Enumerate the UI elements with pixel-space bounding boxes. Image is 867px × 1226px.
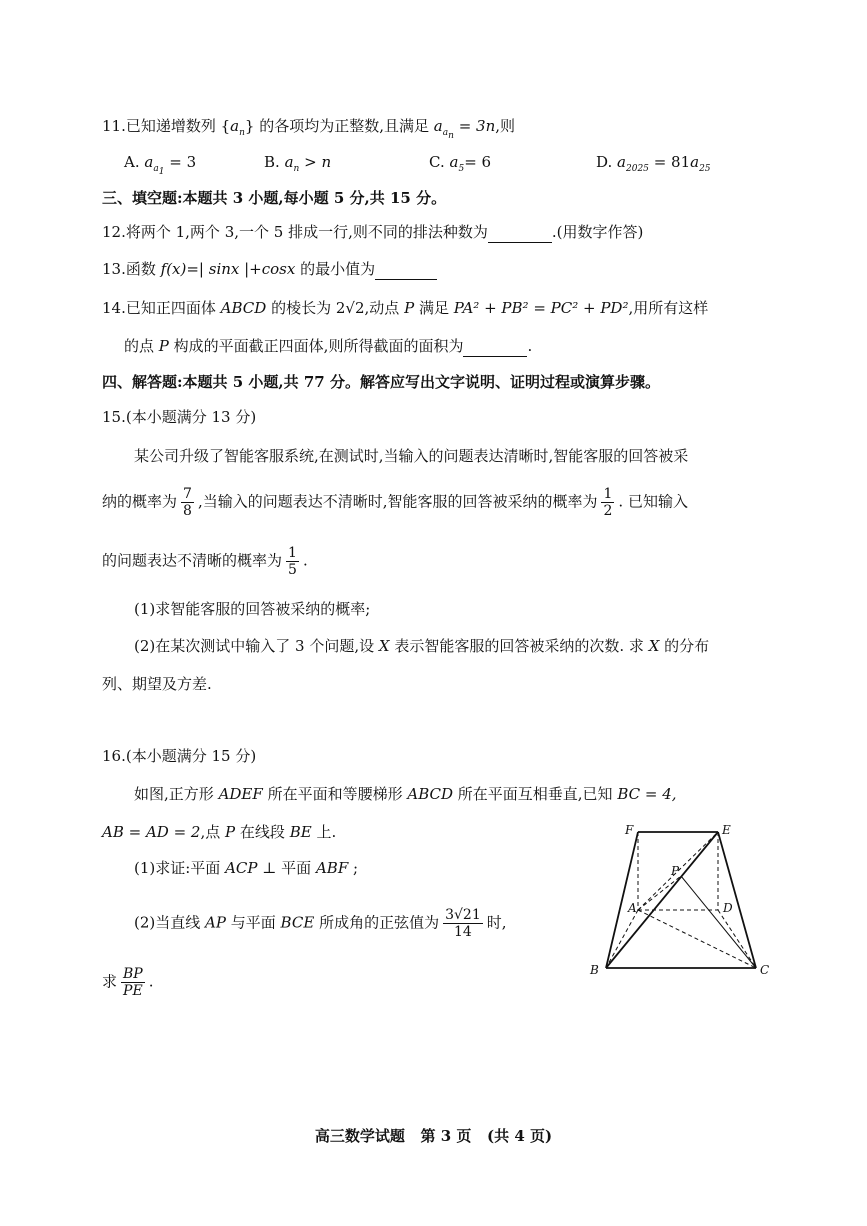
fraction-bp-pe [121, 966, 145, 999]
frac-den: PE [123, 983, 143, 999]
option-d-tail: $a_{25}$ [690, 153, 711, 174]
option-a-val: = 3 [169, 153, 197, 171]
fraction-1-5 [286, 545, 299, 578]
q14-cond: PA² + PB² = PC² + PD² [453, 299, 629, 317]
frac-num: 1 [288, 545, 297, 561]
frac-den: 14 [453, 924, 472, 940]
fraction-1-2 [601, 486, 614, 519]
q15-p3 [102, 545, 308, 578]
q15-s1: (1)求智能客服的回答被采纳的概率; [134, 600, 371, 618]
q16-p1 [134, 784, 677, 804]
q14-line1 [102, 298, 708, 318]
edge-ac [638, 910, 756, 968]
q12-blank [488, 222, 552, 243]
frac-den: 2 [603, 503, 613, 519]
label-b: B [590, 963, 599, 977]
q16-s1 [134, 858, 358, 878]
q12-stem: 12.将两个 1,两个 3,一个 5 排成一行,则不同的排法种数为 [102, 223, 488, 241]
q16-p2 [102, 822, 336, 842]
q13-stem-b: 的最小值为 [300, 260, 376, 278]
option-a-expr: $a_{a_1}$ [144, 153, 165, 177]
q14-text-c: ,动点 [364, 299, 400, 317]
q14-text-f: 的点 [124, 337, 155, 355]
q11-text-b: } 的各项均为正整数,且满足 [244, 117, 430, 135]
q14-line2 [124, 336, 532, 357]
q16-s2 [134, 907, 507, 940]
q16-s3 [102, 966, 154, 999]
q14-tail: . [527, 337, 533, 355]
q15-p2-b: ,当输入的问题表达不清晰时,智能客服的回答被采纳的概率为 [197, 492, 598, 511]
q11-text-c: ,则 [495, 117, 516, 135]
q14-text-g: 构成的平面截正四面体,则所得截面的面积为 [173, 337, 464, 355]
q16-s1-c: ; [353, 859, 359, 877]
q11-stem [102, 116, 515, 146]
label-d: D [723, 901, 733, 915]
plane-bce: BCE [280, 913, 315, 932]
option-b [264, 152, 331, 179]
label-p: P [671, 864, 680, 878]
point-p: P [225, 823, 236, 841]
var-x: X [378, 637, 390, 655]
geometry-figure [588, 818, 778, 986]
q12 [102, 222, 643, 243]
q14-text-e: ,用所有这样 [628, 299, 709, 317]
edge-ec [718, 832, 756, 968]
q11-text: 11.已知递增数列 { [102, 117, 231, 135]
q15-p3-b: . [302, 551, 308, 570]
q14-p2: P [158, 337, 169, 355]
label-e: E [722, 823, 731, 837]
frac-num: 7 [183, 486, 192, 502]
edge-dc [718, 910, 756, 968]
label-c: C [760, 963, 770, 977]
trapezoid-name: ABCD [407, 785, 453, 803]
q14-tetra: ABCD [220, 299, 267, 317]
option-c [429, 152, 491, 179]
edge-ab [606, 910, 638, 968]
q15-s2-b: 表示智能客服的回答被采纳的次数. 求 [394, 637, 644, 655]
perp-symbol: ⊥ [262, 859, 277, 877]
q16-p1-c: 所在平面互相垂直,已知 [457, 785, 613, 803]
section4-heading: 四、解答题:本题共 5 小题,共 77 分。解答应写出文字说明、证明过程或演算步骤。 [102, 373, 660, 391]
page-footer: 高三数学试题 第 3 页 (共 4 页) [314, 1127, 553, 1145]
option-a-label: A. [124, 153, 140, 171]
q16-s2-c: 所成角的正弦值为 [319, 913, 440, 932]
frac-den: 8 [183, 503, 192, 519]
q14-text-a: 14.已知正四面体 [102, 299, 216, 317]
plane-acp: ACP [225, 859, 258, 877]
option-b-label: B. [264, 153, 280, 171]
q15-p2-c: . 已知输入 [618, 492, 688, 511]
q16-ab-ad: AB = AD = 2 [102, 823, 201, 841]
q16-s2-a: (2)当直线 [134, 913, 201, 932]
option-d-label: D. [596, 153, 613, 171]
option-a [124, 152, 196, 182]
q14-text-b: 的棱长为 [271, 299, 332, 317]
cond-lhs: $a_{a_n}$ [433, 117, 454, 141]
q15-p2 [102, 486, 688, 519]
q14-blank [463, 336, 527, 357]
option-b-val: > n [304, 153, 332, 171]
q13-stem-a: 13.函数 [102, 260, 156, 278]
q15-s2-a: (2)在某次测试中输入了 3 个问题,设 [134, 637, 375, 655]
segment-be: BE [289, 823, 312, 841]
q15-header: 15.(本小题满分 13 分) [102, 408, 257, 426]
fraction-sine [443, 907, 483, 940]
section3-heading: 三、填空题:本题共 3 小题,每小题 5 分,共 15 分。 [102, 189, 447, 207]
seq-sub: n [239, 128, 245, 138]
square-name: ADEF [218, 785, 263, 803]
q16-bc: BC = 4, [617, 785, 677, 803]
q15-p3-a: 的问题表达不清晰的概率为 [102, 551, 283, 570]
q16-p2-b: ,点 [200, 823, 221, 841]
option-c-expr: $a_5$ [449, 153, 465, 174]
q14-p: P [404, 299, 415, 317]
q15-s2 [134, 636, 709, 656]
seq-name: a [230, 117, 240, 135]
plane-abf: ABF [315, 859, 349, 877]
q13-func: f(x)=| sinx |+cosx [160, 260, 296, 278]
q15-p1: 某公司升级了智能客服系统,在测试时,当输入的问题表达清晰时,智能客服的回答被采 [134, 447, 689, 465]
q16-s1-b: 平面 [281, 859, 312, 877]
edge-ap [638, 876, 681, 910]
q16-header: 16.(本小题满分 15 分) [102, 747, 257, 765]
q15-p2-a: 纳的概率为 [102, 492, 178, 511]
label-f: F [625, 823, 634, 837]
q16-s1-a: (1)求证:平面 [134, 859, 221, 877]
q15-s2-c: 的分布 [664, 637, 710, 655]
option-b-expr: $a_n$ [284, 153, 300, 174]
var-x2: X [648, 637, 660, 655]
q14-length: 2√2 [335, 299, 365, 317]
q13-blank [375, 259, 437, 280]
label-a: A [628, 901, 637, 915]
q14-text-d: 满足 [418, 299, 449, 317]
line-ap: AP [205, 913, 226, 932]
q16-p1-a: 如图,正方形 [134, 785, 214, 803]
q16-p2-d: 上. [316, 823, 337, 841]
cond-rhs: = 3n [458, 117, 496, 135]
q12-tail: .(用数字作答) [551, 223, 644, 241]
frac-num: 1 [603, 486, 613, 502]
q16-s2-d: 时, [486, 913, 507, 932]
q16-s2-b: 与平面 [230, 913, 276, 932]
q16-s3-a: 求 [102, 972, 118, 991]
option-c-label: C. [429, 153, 445, 171]
q15-s2-cont: 列、期望及方差. [102, 675, 212, 693]
option-c-val: = 6 [464, 153, 492, 171]
fraction-7-8 [181, 486, 194, 519]
q16-p2-c: 在线段 [239, 823, 285, 841]
frac-num: BP [123, 966, 143, 982]
option-d-val: = 81 [653, 153, 691, 171]
q13 [102, 259, 437, 280]
q16-s3-b: . [148, 972, 154, 991]
frac-den: 5 [288, 562, 297, 578]
frac-num: 3√21 [445, 907, 481, 923]
option-d [596, 152, 711, 179]
option-d-expr: $a_{2025}$ [617, 153, 649, 174]
q16-p1-b: 所在平面和等腰梯形 [267, 785, 403, 803]
